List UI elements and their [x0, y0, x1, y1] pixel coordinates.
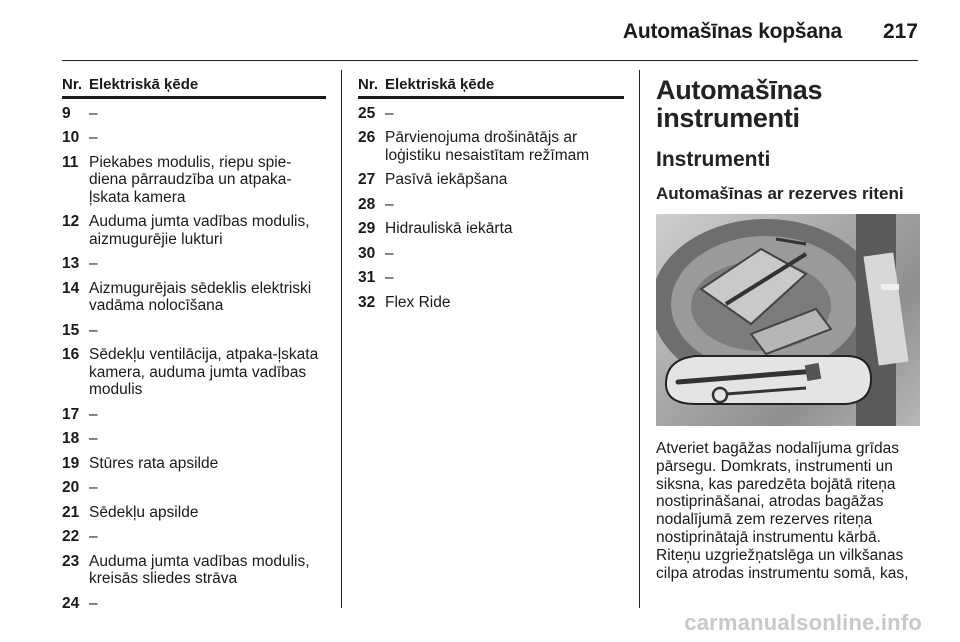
table-row	[358, 196, 624, 214]
fuse-number: 31	[358, 269, 376, 286]
table-header	[62, 76, 326, 99]
table-row	[62, 595, 326, 613]
table-row	[358, 294, 624, 312]
table-row	[62, 280, 326, 315]
table-row	[62, 406, 326, 424]
page-title: Automašīnas kopšana	[622, 20, 842, 43]
fuse-number: 14	[62, 279, 80, 297]
tools-paragraph: Atveriet bagāžas nodalījuma grīdas pārsegu. Domkrats, instrumenti un siksna, kas paredzēta bojātā riteņa nostiprināšanai, atrodas bagāžas nodalījumā zem rezerves riteņa nostiprinātajā instrumentu kārbā. Riteņu uzgriežņatslēga un vilkšanas cilpa atrodas instrumentu somā, kas,	[656, 440, 909, 582]
fuse-number: 28	[358, 195, 376, 213]
spare-wheel-tools-image	[656, 214, 920, 426]
fuse-number: 18	[62, 430, 80, 447]
table-row	[62, 455, 326, 473]
fuse-number: 16	[62, 346, 80, 363]
table-row	[62, 528, 326, 546]
col-nr-header: Nr.	[62, 76, 83, 93]
circuit-description: –	[385, 104, 394, 122]
table-row	[62, 430, 326, 448]
watermark-text: carmanualsonline.info	[684, 610, 922, 635]
column-divider-2	[639, 70, 640, 608]
table-row	[358, 220, 624, 238]
circuit-description: –	[89, 321, 98, 339]
header-divider	[62, 60, 918, 61]
circuit-description: Aizmugurējais sēdeklis elektriski vadāma nolocīšana	[89, 279, 312, 314]
circuit-description: –	[89, 129, 98, 146]
col-circuit-header: Elektriskā ķēde	[385, 76, 495, 93]
fuse-number: 20	[62, 479, 80, 496]
table-row	[358, 171, 624, 189]
circuit-description: Pasīvā iekāpšana	[385, 171, 508, 188]
table-row	[62, 129, 326, 147]
page-number: 217	[882, 20, 918, 43]
table-row	[62, 479, 326, 497]
fuse-number: 10	[62, 129, 80, 146]
fuse-table-left	[62, 76, 326, 619]
circuit-description: Sēdekļu ventilācija, atpaka-ļskata kamera, auduma jumta vadības modulis	[89, 346, 319, 398]
table-row	[62, 255, 326, 273]
page-header	[0, 0, 960, 62]
section-heading: Automašīnas instrumenti	[656, 75, 823, 133]
fuse-number: 15	[62, 321, 80, 339]
fuse-number: 23	[62, 552, 80, 570]
table-row	[62, 553, 326, 588]
fuse-number: 21	[62, 503, 80, 521]
table-row	[358, 105, 624, 123]
fuse-number: 32	[358, 293, 376, 311]
circuit-description: –	[89, 405, 98, 423]
fuse-number: 30	[358, 244, 376, 262]
sub-subsection-heading: Automašīnas ar rezerves riteni	[656, 184, 904, 203]
col-circuit-header: Elektriskā ķēde	[89, 76, 199, 93]
circuit-description: –	[89, 255, 98, 272]
fuse-number: 17	[62, 405, 80, 423]
fuse-number: 22	[62, 528, 80, 545]
fuse-number: 27	[358, 171, 376, 188]
fuse-number: 25	[358, 104, 376, 122]
table-row	[358, 129, 624, 164]
fuse-number: 24	[62, 594, 80, 612]
table-row	[62, 346, 326, 399]
circuit-description: Hidrauliskā iekārta	[385, 220, 513, 237]
table-row	[62, 504, 326, 522]
tools-illustration	[656, 214, 920, 426]
circuit-description: –	[89, 528, 98, 545]
subsection-heading: Instrumenti	[656, 148, 771, 171]
fuse-table-right	[358, 76, 624, 318]
circuit-description: Auduma jumta vadības modulis, kreisās sliedes strāva	[89, 552, 310, 587]
circuit-description: Auduma jumta vadības modulis, aizmugurējie lukturi	[89, 213, 310, 248]
table-row	[62, 213, 326, 248]
fuse-number: 13	[62, 255, 80, 272]
fuse-number: 19	[62, 454, 80, 472]
circuit-description: Flex Ride	[385, 293, 451, 311]
fuse-number: 12	[62, 213, 80, 230]
circuit-description: Sēdekļu apsilde	[89, 503, 199, 521]
table-header	[358, 76, 624, 99]
table-row	[62, 322, 326, 340]
fuse-number: 11	[62, 153, 79, 171]
table-row	[62, 154, 326, 207]
table-row	[358, 245, 624, 263]
tools-section	[656, 76, 920, 582]
circuit-description: –	[385, 244, 394, 262]
circuit-description: –	[89, 479, 98, 496]
circuit-description: –	[385, 195, 394, 213]
fuse-number: 26	[358, 129, 376, 146]
circuit-description: –	[89, 594, 98, 612]
col-nr-header: Nr.	[358, 76, 379, 93]
table-row	[358, 269, 624, 287]
circuit-description: –	[89, 104, 98, 122]
circuit-description: –	[385, 269, 394, 286]
fuse-number: 29	[358, 220, 376, 237]
circuit-description: Piekabes modulis, riepu spie-diena pārraudzība un atpaka-ļskata kamera	[89, 153, 292, 206]
column-divider-1	[341, 70, 342, 608]
table-row	[62, 105, 326, 123]
fuse-number: 9	[62, 104, 71, 122]
circuit-description: Pārvienojuma drošinātājs ar loģistiku nesaistītam režīmam	[385, 129, 590, 164]
circuit-description: Stūres rata apsilde	[89, 454, 219, 472]
circuit-description: –	[89, 430, 98, 447]
